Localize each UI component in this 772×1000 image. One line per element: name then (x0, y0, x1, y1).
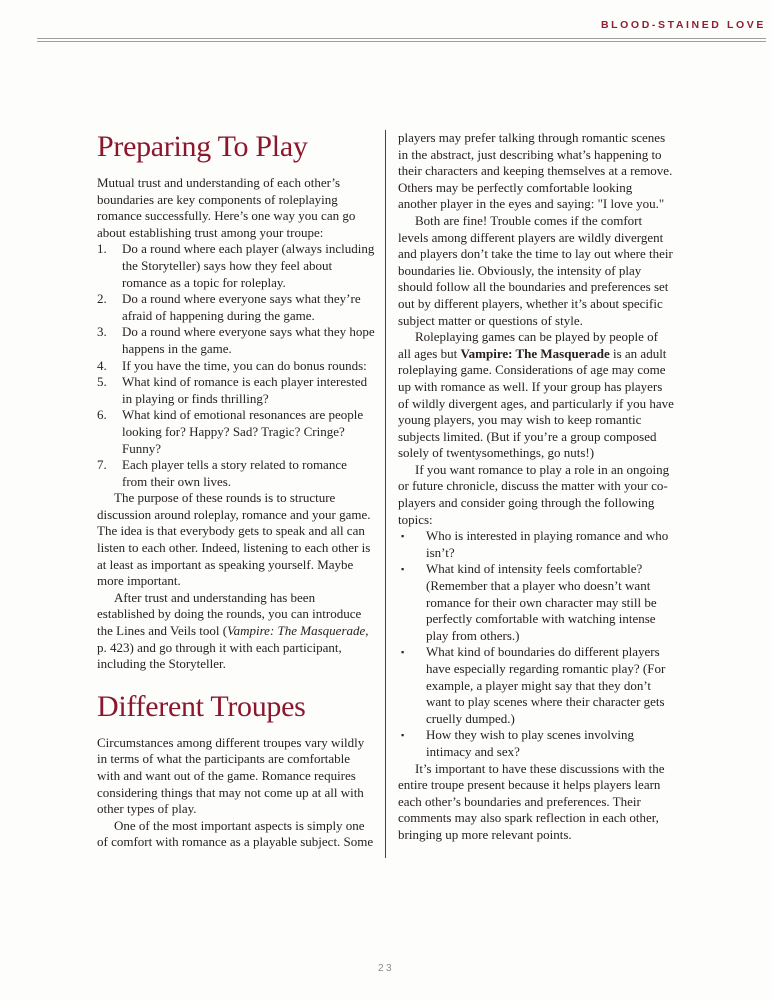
list-item-text: How they wish to play scenes involving intimacy and sex? (426, 727, 634, 759)
running-header-title: BLOOD-STAINED LOVE (600, 19, 766, 31)
square-bullet-icon: ▪ (401, 564, 405, 575)
paragraph-players-prefer: players may prefer talking through romantic scenes in the abstract, just describing what’s happening to their characters and keeping themselves at a remove. Others may be perfectly comfortable looking another player in the eyes and saying: "I love you." (398, 130, 673, 212)
list-item-text: Do a round where each player (always including the Storyteller) says how they feel about romance as a topic for roleplay. (122, 241, 375, 290)
list-item-text: Do a round where everyone says what they hope happens in the game. (122, 324, 375, 356)
paragraph-roleplaying-ages (398, 329, 674, 462)
paragraph-important-discussions: It’s important to have these discussions with the entire troupe present because it helps players learn each other’s boundaries and preferences. Their comments may also spark reflection in each other, bringing up more relevant points. (398, 760, 665, 842)
paragraph-after-trust (97, 590, 375, 673)
list-item (97, 291, 375, 324)
square-bullet-icon: ▪ (401, 730, 405, 741)
list-item-number: 4. (97, 357, 107, 373)
paragraph-segment: Roleplaying games can be played by people of all ages but (398, 329, 658, 361)
list-item-number: 1. (97, 241, 107, 257)
list-item (97, 358, 375, 375)
list-item-number: 3. (97, 324, 107, 340)
list-item-text: What kind of boundaries do different players have especially regarding romantic play? (For example, a player might say that they don’t want to play scenes where their character gets cruelly dumped.) (426, 644, 666, 726)
book-title-bold: Vampire: The Masquerade (460, 345, 610, 361)
square-bullet-icon: ▪ (401, 647, 405, 658)
book-title-italic: Vampire: The Masquerade (227, 623, 366, 639)
paragraph-ongoing-chronicle: If you want romance to play a role in an ongoing or future chronicle, discuss the matter with your co-players and consider going through the following topics: (398, 461, 670, 527)
list-item-number: 6. (97, 407, 107, 423)
list-item (97, 324, 375, 357)
paragraph-segment: , p. 423) and go through it with each participant, including the Storyteller. (97, 623, 369, 672)
paragraph-circumstances: Circumstances among different troupes vary wildly in terms of what the participants are comfortable with and want out of the game. Romance requires considering things that may not come up at all with other types of play. (97, 734, 365, 817)
paragraph-comfort: One of the most important aspects is simply one of comfort with romance as a playable subject. Some (97, 817, 374, 850)
list-item (97, 241, 375, 291)
list-item-text: What kind of emotional resonances are people looking for? Happy? Sad? Tragic? Cringe? Funny? (122, 407, 364, 456)
two-column-content (97, 130, 675, 858)
list-item-number: 5. (97, 374, 107, 390)
column-divider-rule (385, 130, 386, 858)
list-item (398, 528, 674, 561)
list-item-number: 2. (97, 291, 107, 307)
paragraph-segment: After trust and understanding has been established by doing the rounds, you can introduce the Lines and Veils tool ( (97, 589, 362, 639)
list-item (398, 644, 674, 727)
list-item-text: What kind of intensity feels comfortable? (Remember that a player who doesn’t want romance for their own character may still be perfectly comfortable with watching intense play from others.) (426, 561, 657, 643)
square-bullet-icon: ▪ (401, 531, 405, 542)
paragraph-both-are-fine: Both are fine! Trouble comes if the comfort levels among different players are wildly divergent and players don’t take the time to lay out where their boundaries lie. Obviously, the intensity of play should follow all the boundaries and preferences set out by different players, whether it’s about specific subject matter or questions of style. (398, 212, 673, 328)
list-item (97, 374, 375, 407)
list-item (97, 407, 375, 457)
paragraph-intro: Mutual trust and understanding of each other’s boundaries are key components of roleplaying romance successfully. Here’s one way you can go about establishing trust among your troupe: (97, 175, 356, 240)
list-item (398, 561, 674, 644)
list-item-text: What kind of romance is each player interested in playing or finds thrilling? (122, 374, 368, 406)
list-item-text: Each player tells a story related to romance from their own lives. (122, 457, 347, 489)
bullet-list (398, 528, 674, 760)
list-item (398, 727, 674, 760)
paragraph-segment: is an adult roleplaying game. Considerations of age may come up with romance as well. If your group has players of wildly divergent ages, and particularly if you have young players, you may wish to keep romantic subjects limited. (But if you’re a group composed solely of twentysomethings, go nuts!) (398, 345, 674, 461)
paragraph-purpose: The purpose of these rounds is to structure discussion around roleplay, romance and your game. The idea is that everybody gets to speak and all can listen to each other. Indeed, listening to each other is at least as important as speaking yourself. Maybe more important. (97, 490, 371, 589)
section-heading-preparing-to-play: Preparing To Play (97, 130, 308, 163)
list-item (97, 457, 375, 490)
list-item-number: 7. (97, 457, 107, 473)
list-item-text: If you have the time, you can do bonus rounds: (122, 357, 367, 373)
page-number: 23 (377, 963, 395, 974)
list-item-text: Do a round where everyone says what they’re afraid of happening during the game. (122, 291, 361, 323)
left-column (97, 130, 375, 851)
section-heading-different-troupes: Different Troupes (97, 689, 306, 723)
list-item-text: Who is interested in playing romance and who isn’t? (426, 528, 669, 560)
numbered-step-list (97, 241, 375, 490)
header-double-rule (37, 38, 766, 42)
right-column (398, 130, 674, 844)
